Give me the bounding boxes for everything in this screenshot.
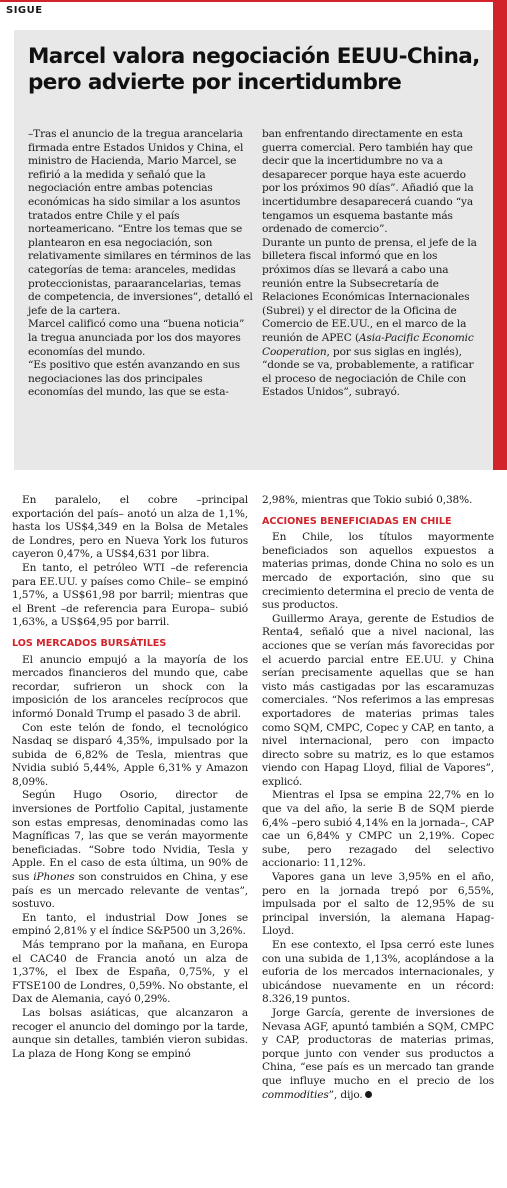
article-paragraph: En paralelo, el cobre –principal exportación del país– anotó un alza de 1,1%, hasta los US$4,349 en la Bolsa de Metales de Londres, pero en Nueva York los futuros cayeron 0,47%, a US$4,631 por libra. [12,494,248,561]
text-run: Según Hugo Osorio, director de inversiones de Portfolio Capital, justamente son estas empresas, denominadas como las Magníficas 7, las que se verán mayormente beneficiadas. “Sobre todo Nvidia, Tesla y Apple. En el caso de esta última, un 90% de sus [12,789,248,884]
end-mark-icon [365,1091,372,1098]
italic-run: Asia-Pacific Economic Cooperation [262,331,474,358]
italic-run: iPhones [33,871,75,884]
box-paragraph [262,237,484,400]
article-paragraph [262,1007,494,1102]
text-run: ”, dijo. [328,1088,363,1101]
article-paragraph: Más temprano por la mañana, en Europa el CAC40 de Francia anotó un alza de 1,37%, el Ibex de España, 0,75%, y el FTSE100 de Londres, 0,59%. No obstante, el Dax de Alemania, cayó 0,29%. [12,939,248,1006]
article-paragraph: El anuncio empujó a la mayoría de los mercados financieros del mundo que, cabe recordar, sufrieron un shock con la imposición de los aranceles recíprocos que informó Donald Trump el pasado 3 de abril. [12,653,248,720]
box-column-2 [262,128,484,400]
article-paragraph: Mientras el Ipsa se empina 22,7% en lo que va del año, la serie B de SQM pierde 6,4% –pero subió 4,14% en la jornada–, CAP cae un 6,84% y CMPC un 2,19%. Copec sube, pero rezagado del selectivo accionario: 11,12%. [262,789,494,870]
box-column-1 [28,128,254,400]
article-paragraph: Guillermo Araya, gerente de Estudios de Renta4, señaló que a nivel nacional, las acciones que se verían más favorecidas por el acuerdo parcial entre EE.UU. y China serían precisamente aquellas que se han visto más castigadas por las escaramuzas comerciales. “Nos referimos a las empresas exportadores de materias primas tales como SQM, CMPC, Copec y CAP, en tanto, a nivel internacional, pero con impacto directo sobre su matriz, es lo que estamos viendo con Hapag Lloyd, filial de Vapores”, explicó. [262,612,494,788]
subhead-acciones: ACCIONES BENEFICIADAS EN CHILE [262,515,452,527]
text-run: Durante un punto de prensa, el jefe de la billetera fiscal informó que en los próximos días se llevará a cabo una reunión entre la Subsecretaría de Relaciones Económicas Internacionales (Subrei) y el director de la Oficina de Comercio de EE.UU., en el marco de la reunión de APEC ( [262,236,477,344]
article-paragraph: Con este telón de fondo, el tecnológico Nasdaq se disparó 4,35%, impulsado por la subida de 6,82% de Tesla, mientras que Nvidia subió 5,44%, Apple 6,31% y Amazon 8,09%. [12,721,248,788]
article-paragraph: Las bolsas asiáticas, que alcanzaron a recoger el anuncio del domingo por la tarde, aunque sin detalles, también vieron subidas. La plaza de Hong Kong se empinó [12,1006,248,1060]
article-paragraph: 2,98%, mientras que Tokio subió 0,38%. [262,494,473,506]
article-paragraph [12,789,248,911]
text-run: son construidos en China, y ese país es un mercado relevante de ventas”, sostuvo. [12,871,248,911]
article-paragraph: En Chile, los títulos mayormente beneficiados son aquellos expuestos a materias primas, donde China no solo es un mercado de exportación, sino que su crecimiento determina el precio de venta de sus productos. [262,531,494,612]
text-run: Jorge García, gerente de inversiones de Nevasa AGF, apuntó también a SQM, CMPC y CAP, productoras de materias primas, porque junto con vender sus productos a China, “ese país es un mercado tan grande que influye mucho en el precio de los [262,1006,494,1087]
italic-run: commodities [262,1088,329,1101]
headline: Marcel valora negociación EEUU-China, pero advierte por incertidumbre [28,44,480,95]
section-tag-bar [0,0,507,22]
box-paragraph: Marcel calificó como una “buena noticia” la tregua anunciada por los dos mayores economías del mundo. [28,318,245,358]
box-paragraph: –Tras el anuncio de la tregua arancelaria firmada entre Estados Unidos y China, el ministro de Hacienda, Mario Marcel, se refirió a la medida y señaló que la negociación entre ambas potencias económicas ha sido similar a los asuntos tratados entre Chile y el país norteamericano. “Entre los temas que se plantearon en esa negociación, son relativamente similares en términos de las categorías de tema: aranceles, medidas proteccionistas, paraarancelarias, temas de competencia, de inversiones”, detalló el jefe de la cartera. [28,128,253,317]
section-tag: SIGUE [6,5,43,16]
article-paragraph: En tanto, el petróleo WTI –de referencia para EE.UU. y países como Chile– se empinó 1,57%, a US$61,98 por barril; mientras que el Brent –de referencia para Europa– subió 1,63%, a US$64,95 por barril. [12,561,248,629]
red-accent-bar [493,0,507,470]
box-paragraph: “Es positivo que estén avanzando en sus negociaciones las dos principales economías del mundo, las que se esta- [28,359,240,399]
box-paragraph: ban enfrentando directamente en esta guerra comercial. Pero también hay que decir que la incertidumbre no va a desaparecer porque haya este acuerdo por los próximos 90 días”. Añadió que la incertidumbre desaparecerá cuando “ya tengamos un esquema bastante más ordenado de comercio”. [262,128,474,236]
article-paragraph: En ese contexto, el Ipsa cerró este lunes con una subida de 1,13%, acoplándose a la euforia de los mercados internacionales, y ubicándose nuevamente en un récord: 8.326,19 puntos. [262,939,494,1006]
article-column-1 [12,494,248,1061]
text-run: , por sus siglas en inglés), “donde se va, probablemente, a ratificar el proceso de negociación de Chile con Estados Unidos”, subrayó. [262,345,474,399]
article-column-2 [262,494,494,1102]
article-paragraph: Vapores gana un leve 3,95% en el año, pero en la jornada trepó por 6,55%, impulsada por el salto de 12,95% de su principal inversión, la alemana Hapag-Lloyd. [262,871,494,938]
article-paragraph: En tanto, el industrial Dow Jones se empinó 2,81% y el índice S&P500 un 3,26%. [12,911,248,938]
subhead-mercados: LOS MERCADOS BURSÁTILES [12,637,167,649]
